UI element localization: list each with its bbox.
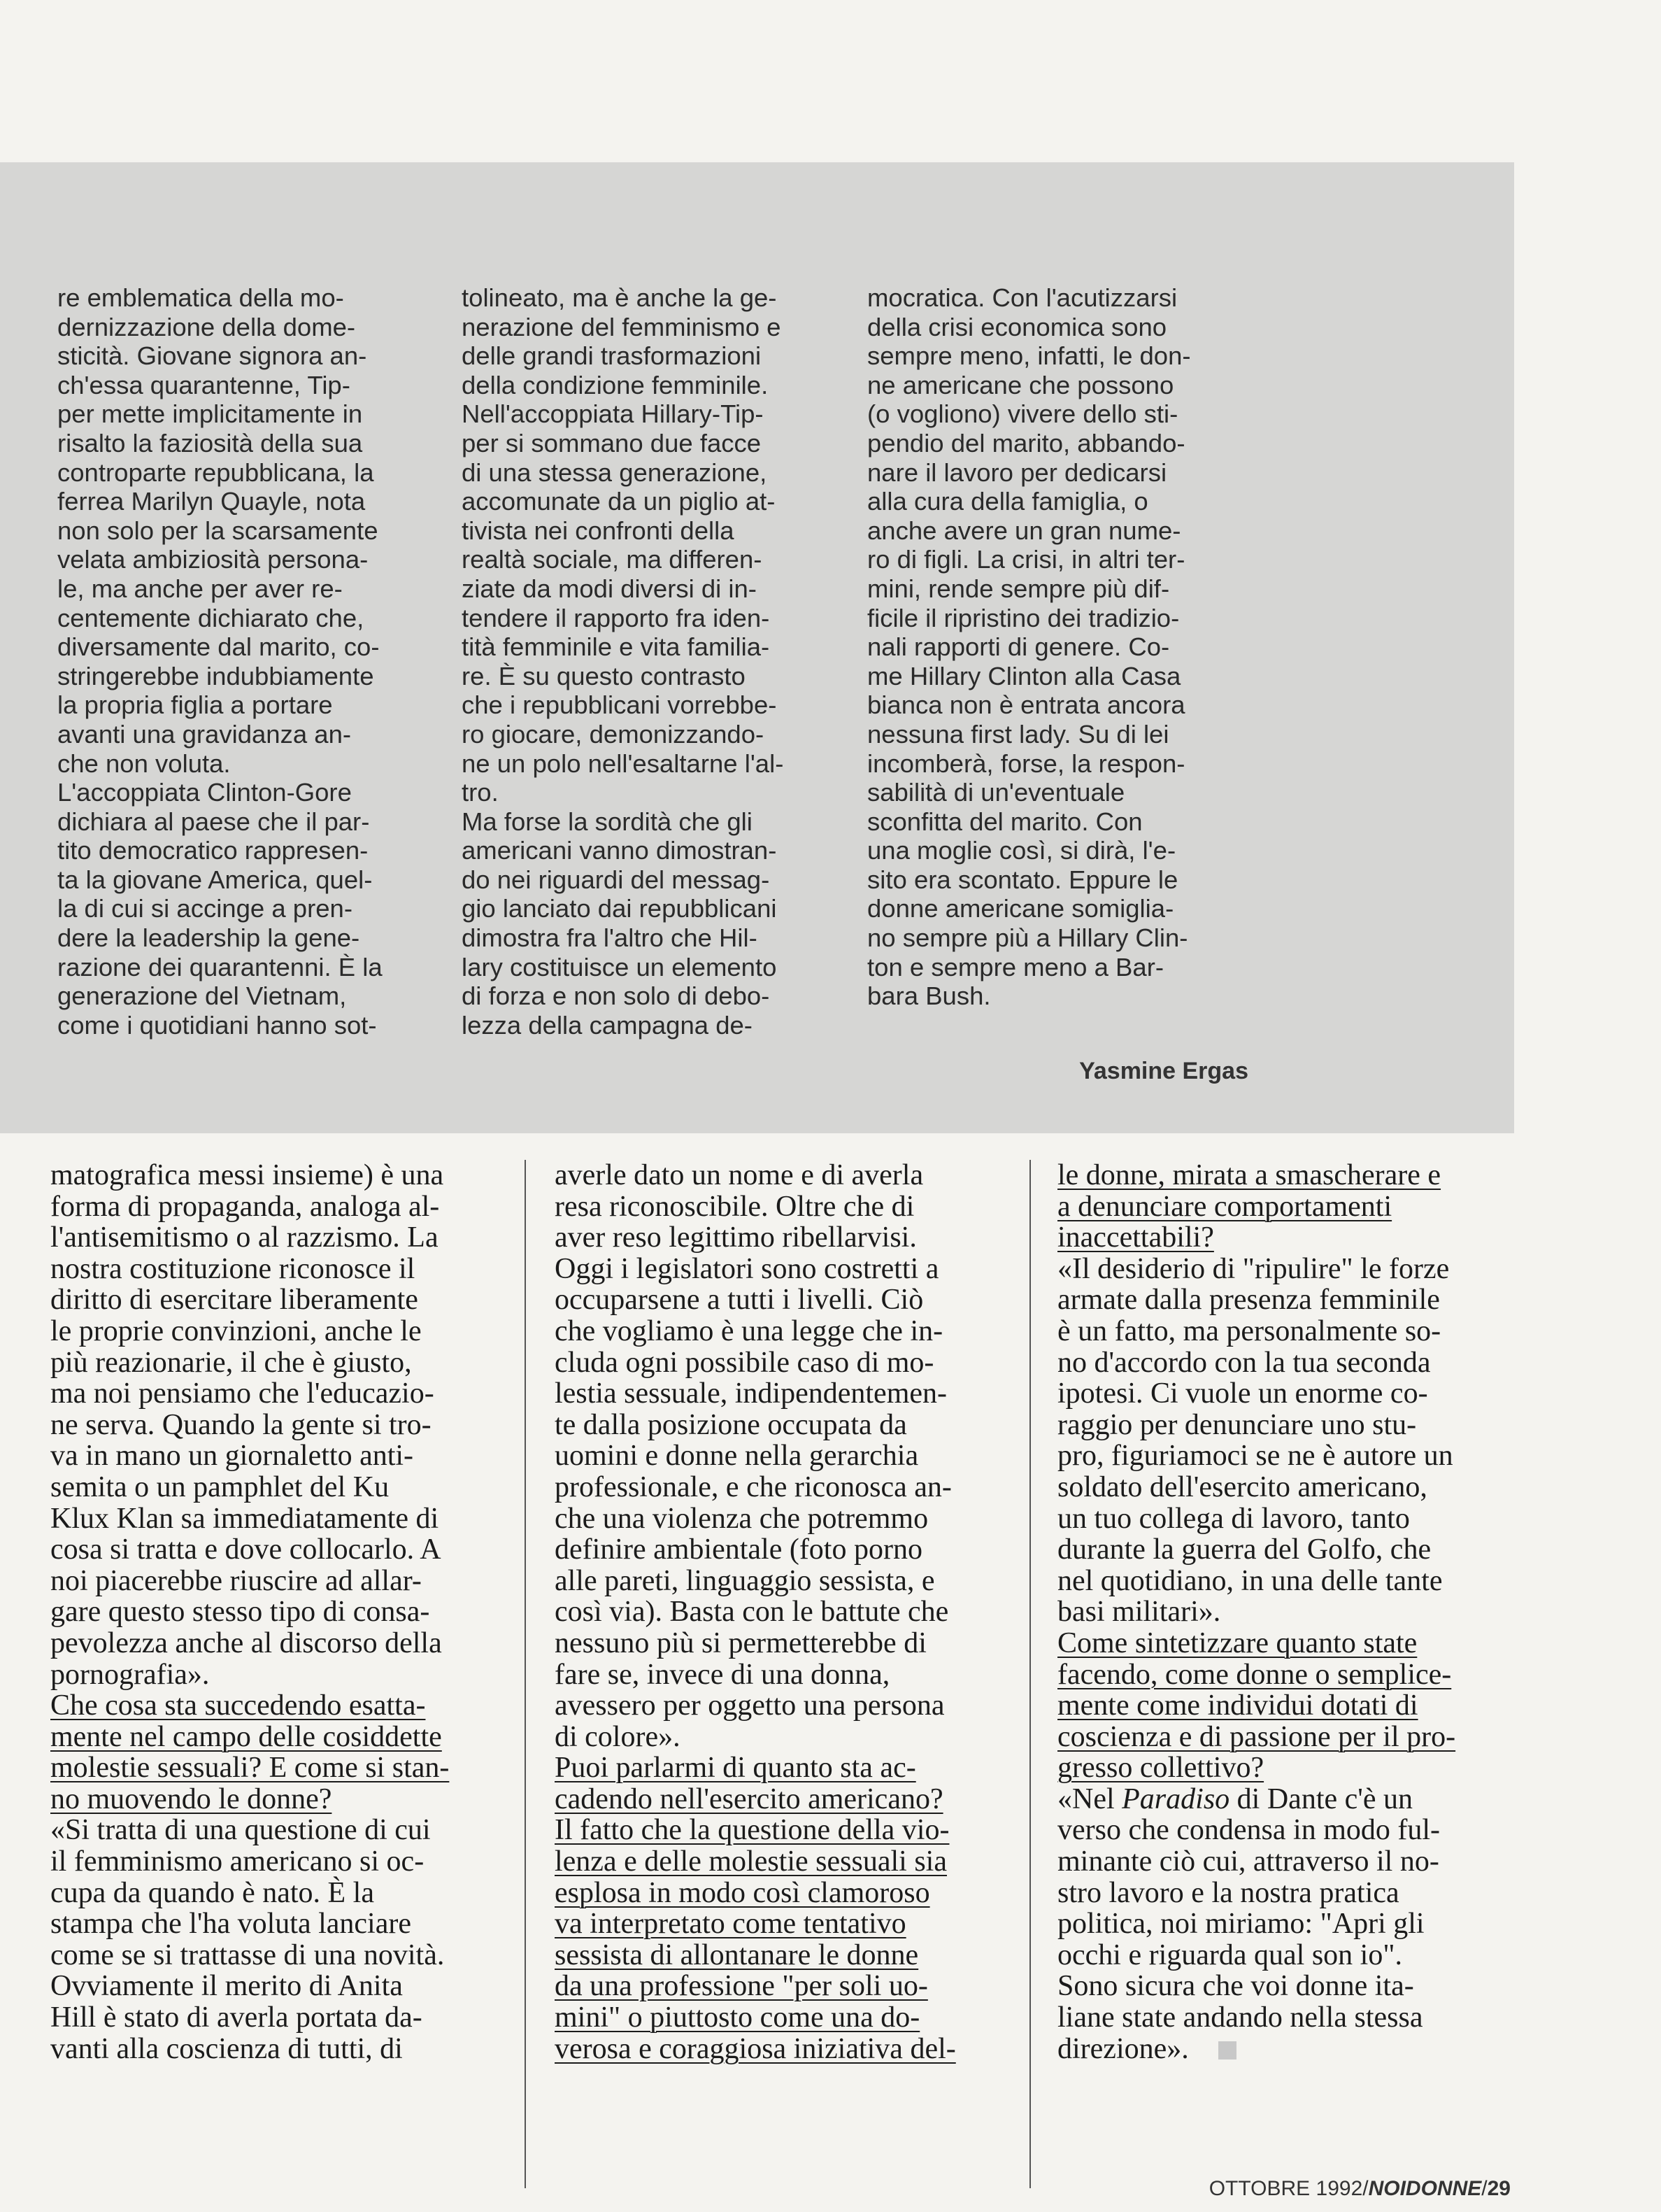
- sidebar-line: per mette implicitamente in: [57, 399, 363, 429]
- body-line: «Il desiderio di "ripulire" le forze: [1057, 1252, 1450, 1285]
- sidebar-column-1: [57, 283, 406, 1040]
- body-line: così via). Basta con le battute che: [555, 1596, 949, 1629]
- sidebar-line: avanti una gravidanza an-: [57, 719, 352, 749]
- question-line: da una professione "per soli uo-: [555, 1970, 928, 2003]
- body-line: il femminismo americano si oc-: [50, 1845, 425, 1878]
- sidebar-line: pendio del marito, abbando-: [867, 428, 1185, 458]
- body-line: ne serva. Quando la gente si tro-: [50, 1408, 432, 1441]
- body-line: va in mano un giornaletto anti-: [50, 1440, 414, 1473]
- sidebar-line: per si sommano due facce: [462, 428, 762, 458]
- body-line: [1057, 1784, 1513, 1815]
- body-line: che una violenza che potremmo: [555, 1502, 929, 1535]
- main-column-2: [555, 1160, 1011, 2064]
- sidebar-line: di una stessa generazione,: [462, 458, 767, 487]
- sidebar-line: ne americane che possono: [867, 370, 1174, 399]
- sidebar-line: tendere il rapporto fra iden-: [462, 603, 770, 632]
- question-line: Il fatto che la questione della vio-: [555, 1814, 950, 1847]
- sidebar-line: che i repubblicani vorrebbe-: [462, 690, 777, 720]
- sidebar-line: ficile il ripristino dei tradizio-: [867, 603, 1180, 632]
- sidebar-line: razione dei quarantenni. È la: [57, 952, 383, 981]
- question-line: Come sintetizzare quanto state: [1057, 1626, 1418, 1659]
- question-line: va interpretato come tentativo: [555, 1908, 906, 1941]
- sidebar-line: ch'essa quarantenne, Tip-: [57, 370, 350, 399]
- sidebar-line: alla cura della famiglia, o: [867, 487, 1148, 516]
- body-line: un tuo collega di lavoro, tanto: [1057, 1502, 1410, 1535]
- sidebar-line: della condizione femminile.: [462, 370, 769, 399]
- question-line: inaccettabili?: [1057, 1221, 1214, 1254]
- sidebar-line: dere la leadership la gene-: [57, 923, 360, 953]
- body-line: verso che condensa in modo ful-: [1057, 1814, 1441, 1847]
- body-line: forma di propaganda, analoga al-: [50, 1190, 440, 1223]
- body-line: te dalla posizione occupata da: [555, 1408, 907, 1441]
- footer-slash: /: [1481, 2177, 1488, 2200]
- body-line: occuparsene a tutti i livelli. Ciò: [555, 1284, 924, 1317]
- sidebar-line: nerazione del femminismo e: [462, 312, 781, 341]
- sidebar-line: gio lanciato dai repubblicani: [462, 894, 777, 923]
- sidebar-line: (o vogliono) vivere dello sti-: [867, 399, 1178, 429]
- sidebar-line: tivista nei confronti della: [462, 516, 734, 545]
- sidebar-line: mocratica. Con l'acutizzarsi: [867, 283, 1178, 312]
- sidebar-line: ton e sempre meno a Bar-: [867, 952, 1164, 981]
- sidebar-line: ne un polo nell'esaltarne l'al-: [462, 749, 784, 778]
- sidebar-line: sconfitta del marito. Con: [867, 807, 1143, 836]
- body-line: nostra costituzione riconosce il: [50, 1252, 415, 1285]
- body-line: che vogliamo è una legge che in-: [555, 1314, 943, 1347]
- body-line: pro, figuriamoci se ne è autore un: [1057, 1440, 1453, 1473]
- sidebar-line: sito era scontato. Eppure le: [867, 865, 1178, 894]
- body-text: «Nel: [1057, 1782, 1122, 1815]
- question-line: le donne, mirata a smascherare e: [1057, 1160, 1441, 1191]
- sidebar-line: incomberà, forse, la respon-: [867, 749, 1185, 778]
- body-line: matografica messi insieme) è una: [50, 1160, 444, 1191]
- body-line: stampa che l'ha voluta lanciare: [50, 1908, 411, 1941]
- body-line: aver reso legittimo ribellarvisi.: [555, 1221, 917, 1254]
- sidebar-line: anche avere un gran nume-: [867, 516, 1181, 545]
- sidebar-line: nare il lavoro per dedicarsi: [867, 458, 1167, 487]
- sidebar-line: tro.: [462, 778, 499, 807]
- body-line: Hill è stato di averla portata da-: [50, 2001, 422, 2034]
- sidebar-line: bara Bush.: [867, 981, 991, 1011]
- column-divider: [1029, 1160, 1031, 2188]
- page-footer: [1209, 2177, 1511, 2201]
- body-line: minante ciò cui, attraverso il no-: [1057, 1845, 1439, 1878]
- question-line: Puoi parlarmi di quanto sta ac-: [555, 1752, 916, 1785]
- question-line: a denunciare comportamenti: [1057, 1190, 1392, 1223]
- main-column-3: [1057, 1160, 1513, 2064]
- sidebar-line: sticità. Giovane signora an-: [57, 341, 367, 371]
- sidebar-line: ro giocare, demonizzando-: [462, 719, 764, 749]
- body-line: lestia sessuale, indipendentemen-: [555, 1377, 947, 1410]
- body-line: diritto di esercitare liberamente: [50, 1284, 418, 1317]
- sidebar-line: Nell'accoppiata Hillary-Tip-: [462, 399, 764, 429]
- body-line: Sono sicura che voi donne ita-: [1057, 1970, 1414, 2003]
- sidebar-line: me Hillary Clinton alla Casa: [867, 661, 1181, 690]
- sidebar-line: che non voluta.: [57, 749, 231, 778]
- sidebar-line: stringerebbe indubbiamente: [57, 661, 374, 690]
- body-line: pevolezza anche al discorso della: [50, 1626, 442, 1659]
- sidebar-line: donne americane somiglia-: [867, 894, 1174, 923]
- question-line: lenza e delle molestie sessuali sia: [555, 1845, 947, 1878]
- body-line: le proprie convinzioni, anche le: [50, 1314, 422, 1347]
- sidebar-line: sabilità di un'eventuale: [867, 778, 1125, 807]
- body-line: è un fatto, ma personalmente so-: [1057, 1314, 1441, 1347]
- body-line: soldato dell'esercito americano,: [1057, 1470, 1427, 1503]
- sidebar-line: come i quotidiani hanno sot-: [57, 1010, 377, 1040]
- sidebar-line: la di cui si accinge a pren-: [57, 894, 352, 923]
- body-line: stro lavoro e la nostra pratica: [1057, 1876, 1399, 1909]
- sidebar-line: tità femminile e vita familia-: [462, 632, 770, 662]
- body-line: professionale, e che riconosca an-: [555, 1470, 952, 1503]
- body-line: vanti alla coscienza di tutti, di: [50, 2032, 403, 2065]
- body-line: Klux Klan sa immediatamente di: [50, 1502, 439, 1535]
- sidebar-line: ro di figli. La crisi, in altri ter-: [867, 545, 1185, 574]
- body-line: cosa si tratta e dove collocarlo. A: [50, 1533, 441, 1566]
- question-line: esplosa in modo così clamoroso: [555, 1876, 930, 1909]
- sidebar-line: realtà sociale, ma differen-: [462, 545, 762, 574]
- question-line: facendo, come donne o semplice-: [1057, 1658, 1452, 1691]
- main-column-1: [50, 1160, 506, 2064]
- body-line: [1057, 2034, 1513, 2065]
- body-line: avessero per oggetto una persona: [555, 1689, 945, 1722]
- sidebar-line: Ma forse la sordità che gli: [462, 807, 753, 836]
- sidebar-line: ta la giovane America, quel-: [57, 865, 373, 894]
- sidebar-line: re. È su questo contrasto: [462, 661, 746, 690]
- body-line: liane state andando nella stessa: [1057, 2001, 1423, 2034]
- body-line: durante la guerra del Golfo, che: [1057, 1533, 1432, 1566]
- body-text: direzione».: [1057, 2032, 1189, 2065]
- body-line: politica, noi miriamo: "Apri gli: [1057, 1908, 1425, 1941]
- body-line: ipotesi. Ci vuole un enorme co-: [1057, 1377, 1428, 1410]
- sidebar-line: accomunate da un piglio at-: [462, 487, 776, 516]
- end-mark-icon: [1218, 2041, 1236, 2059]
- sidebar-line: nessuna first lady. Su di lei: [867, 719, 1169, 749]
- sidebar-line: le, ma anche per aver re-: [57, 574, 343, 603]
- body-line: nessuno più si permetterebbe di: [555, 1626, 927, 1659]
- body-line: definire ambientale (foto porno: [555, 1533, 922, 1566]
- body-line: gare questo stesso tipo di consa-: [50, 1596, 430, 1629]
- body-line: l'antisemitismo o al razzismo. La: [50, 1221, 439, 1254]
- sidebar-line: americani vanno dimostran-: [462, 836, 777, 865]
- sidebar-line: la propria figlia a portare: [57, 690, 333, 720]
- sidebar-line: lary costituisce un elemento: [462, 952, 777, 981]
- sidebar-column-2: [462, 283, 810, 1040]
- body-line: «Si tratta di una questione di cui: [50, 1814, 431, 1847]
- question-line: molestie sessuali? E come si stan-: [50, 1752, 450, 1785]
- question-line: cadendo nell'esercito americano?: [555, 1782, 943, 1815]
- question-line: mente nel campo delle cosiddette: [50, 1720, 442, 1753]
- sidebar-line: controparte repubblicana, la: [57, 458, 374, 487]
- body-line: di colore».: [555, 1720, 680, 1753]
- sidebar-line: non solo per la scarsamente: [57, 516, 378, 545]
- sidebar-line: di forza e non solo di debo-: [462, 981, 770, 1011]
- sidebar-line: centemente dichiarato che,: [57, 603, 364, 632]
- body-line: no d'accordo con la tua seconda: [1057, 1346, 1431, 1379]
- sidebar-line: della crisi economica sono: [867, 312, 1167, 341]
- body-line: uomini e donne nella gerarchia: [555, 1440, 919, 1473]
- body-line: armate dalla presenza femminile: [1057, 1284, 1440, 1317]
- body-line: alle pareti, linguaggio sessista, e: [555, 1564, 935, 1597]
- author-signature: Yasmine Ergas: [1079, 1058, 1248, 1084]
- footer-date: OTTOBRE 1992/: [1209, 2177, 1369, 2200]
- sidebar-line: re emblematica della mo-: [57, 283, 344, 312]
- sidebar-line: risalto la faziosità della sua: [57, 428, 363, 458]
- sidebar-line: diversamente dal marito, co-: [57, 632, 380, 662]
- sidebar-line: nali rapporti di genere. Co-: [867, 632, 1170, 662]
- body-line: fare se, invece di una donna,: [555, 1658, 890, 1691]
- body-text: di Dante c'è un: [1229, 1782, 1413, 1815]
- sidebar-column-3: [867, 283, 1216, 1011]
- body-line: come se si trattasse di una novità.: [50, 1938, 445, 1971]
- sidebar-line: sempre meno, infatti, le don-: [867, 341, 1191, 371]
- sidebar-line: dimostra fra l'altro che Hil-: [462, 923, 757, 953]
- body-line: più reazionarie, il che è giusto,: [50, 1346, 412, 1379]
- body-line: Ovviamente il merito di Anita: [50, 1970, 403, 2003]
- sidebar-line: bianca non è entrata ancora: [867, 690, 1185, 720]
- sidebar-line: velata ambiziosità persona-: [57, 545, 369, 574]
- sidebar-line: ziate da modi diversi di in-: [462, 574, 757, 603]
- sidebar-line: dichiara al paese che il par-: [57, 807, 370, 836]
- sidebar-line: generazione del Vietnam,: [57, 981, 347, 1011]
- sidebar-line: do nei riguardi del messag-: [462, 865, 770, 894]
- body-line: occhi e riguarda qual son io".: [1057, 1938, 1402, 1971]
- question-line: verosa e coraggiosa iniziativa del-: [555, 2032, 956, 2065]
- sidebar-line: tolineato, ma è anche la ge-: [462, 283, 777, 312]
- magazine-name: NOIDONNE: [1368, 2177, 1482, 2200]
- body-line: nel quotidiano, in una delle tante: [1057, 1564, 1443, 1597]
- question-line: mini" o piuttosto come una do-: [555, 2001, 920, 2034]
- sidebar-line: lezza della campagna de-: [462, 1010, 753, 1040]
- question-line: Che cosa sta succedendo esatta-: [50, 1689, 426, 1722]
- question-line: gresso collettivo?: [1057, 1752, 1264, 1785]
- body-line: averle dato un nome e di averla: [555, 1160, 924, 1191]
- sidebar-line: no sempre più a Hillary Clin-: [867, 923, 1188, 953]
- column-divider: [525, 1160, 526, 2188]
- sidebar-line: mini, rende sempre più dif-: [867, 574, 1170, 603]
- question-line: sessista di allontanare le donne: [555, 1938, 919, 1971]
- question-line: mente come individui dotati di: [1057, 1689, 1418, 1722]
- page-number: 29: [1487, 2177, 1511, 2200]
- body-line: ma noi pensiamo che l'educazio-: [50, 1377, 434, 1410]
- question-line: coscienza e di passione per il pro-: [1057, 1720, 1456, 1753]
- body-line: basi militari».: [1057, 1596, 1221, 1629]
- book-title: Paradiso: [1122, 1782, 1230, 1815]
- body-line: pornografia».: [50, 1658, 210, 1691]
- sidebar-line: delle grandi trasformazioni: [462, 341, 762, 371]
- body-line: noi piacerebbe riuscire ad allar-: [50, 1564, 422, 1597]
- question-line: no muovendo le donne?: [50, 1782, 332, 1815]
- sidebar-line: tito democratico rappresen-: [57, 836, 369, 865]
- sidebar-line: ferrea Marilyn Quayle, nota: [57, 487, 366, 516]
- sidebar-line: una moglie così, si dirà, l'e-: [867, 836, 1176, 865]
- body-line: resa riconoscibile. Oltre che di: [555, 1190, 915, 1223]
- body-line: semita o un pamphlet del Ku: [50, 1470, 390, 1503]
- sidebar-line: L'accoppiata Clinton-Gore: [57, 778, 352, 807]
- body-line: cluda ogni possibile caso di mo-: [555, 1346, 934, 1379]
- body-line: Oggi i legislatori sono costretti a: [555, 1252, 939, 1285]
- body-line: raggio per denunciare uno stu-: [1057, 1408, 1417, 1441]
- sidebar-line: dernizzazione della dome-: [57, 312, 356, 341]
- body-line: cupa da quando è nato. È la: [50, 1876, 374, 1909]
